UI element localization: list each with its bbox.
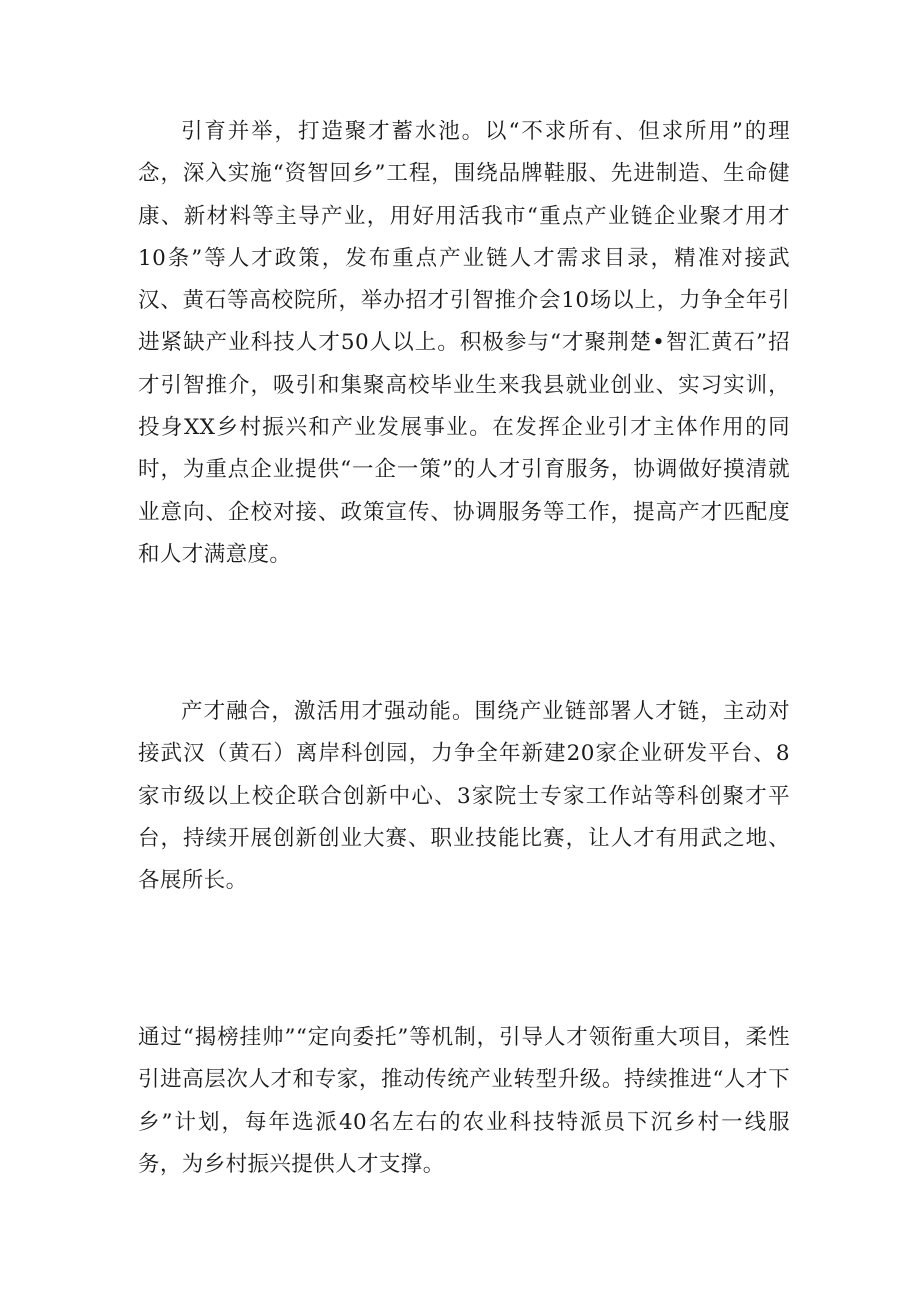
- paragraph-flexible-talent-mechanism: 通过“揭榜挂帅”“定向委托”等机制，引导人才领衔重大项目，柔性引进高层次人才和专家，推动传统产业转型升级。持续推进“人才下乡”计划，每年选派40名左右的农业科技特派员下沉乡村一线服务，为乡村振兴提供人才支撑。: [138, 1025, 790, 1177]
- paragraph-talent-introduction: 引育并举，打造聚才蓄水池。以“不求所有、但求所用”的理念，深入实施“资智回乡”工程，围绕品牌鞋服、先进制造、生命健康、新材料等主导产业，用好用活我市“重点产业链企业聚才用才10条”等人才政策，发布重点产业链人才需求目录，精准对接武汉、黄石等高校院所，举办招才引智推介会10场以上，力争全年引进紧缺产业科技人才50人以上。积极参与“才聚荆楚•智汇黄石”招才引智推介，吸引和集聚高校毕业生来我县就业创业、实习实训，投身XX乡村振兴和产业发展事业。在发挥企业引才主体作用的同时，为重点企业提供“一企一策”的人才引育服务，协调做好摸清就业意向、企校对接、政策宣传、协调服务等工作，提高产才匹配度和人才满意度。: [138, 119, 790, 567]
- paragraph-industry-talent-integration: 产才融合，激活用才强动能。围绕产业链部署人才链，主动对接武汉（黄石）离岸科创园，力争全年新建20家企业研发平台、8家市级以上校企联合创新中心、3家院士专家工作站等科创聚才平台，持续开展创新创业大赛、职业技能比赛，让人才有用武之地、各展所长。: [138, 699, 790, 894]
